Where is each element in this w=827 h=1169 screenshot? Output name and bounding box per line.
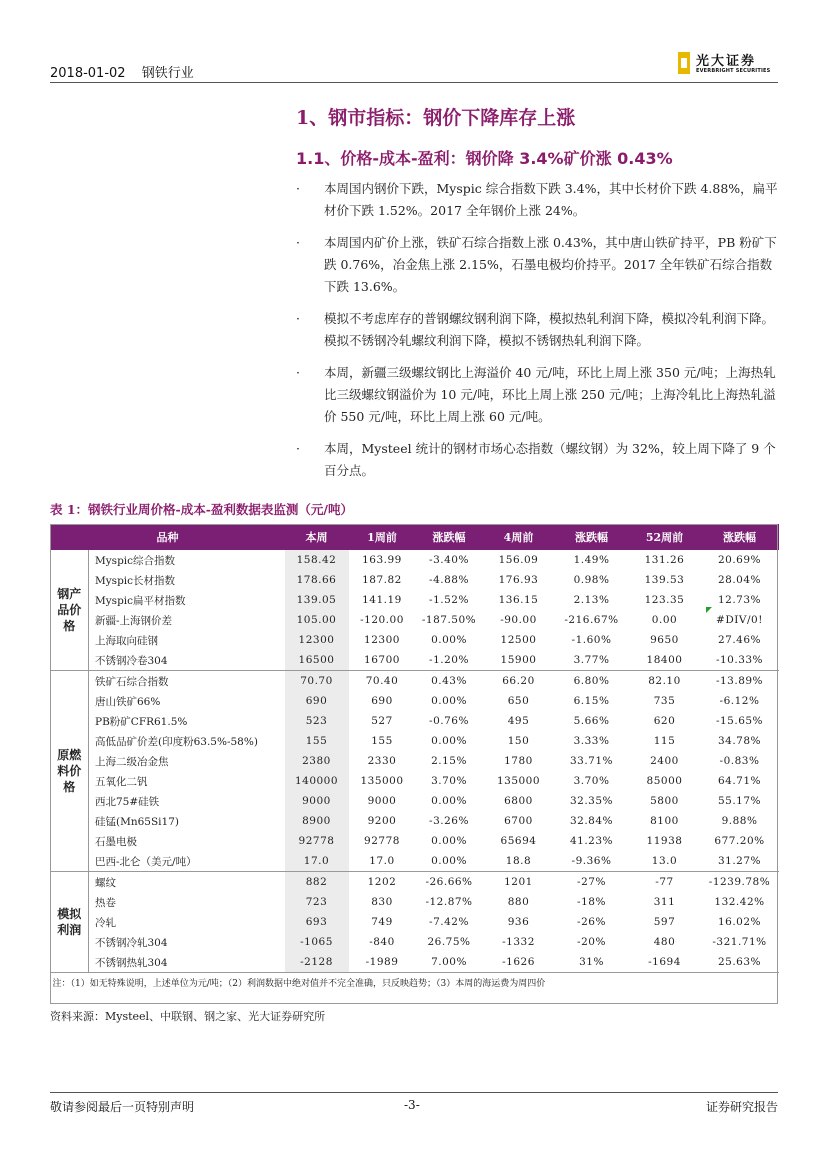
table-cell: 15900 xyxy=(500,654,537,666)
bullet-item xyxy=(296,308,778,352)
table-cell: -15.65% xyxy=(715,715,764,727)
table-cell: 140000 xyxy=(285,771,349,791)
header-meta xyxy=(50,62,206,81)
table-cell: 2400 xyxy=(650,755,679,767)
table-cell: 2330 xyxy=(367,755,397,767)
col-header: 品种 xyxy=(51,525,285,550)
table-cell: 17.0 xyxy=(369,855,395,867)
table-cell: 0.98% xyxy=(573,574,610,586)
table-cell: 6.15% xyxy=(573,695,610,707)
bullet-list xyxy=(296,178,778,492)
table-cell: -840 xyxy=(369,936,395,948)
table-footnote: 注：（1）如无特殊说明，上述单位为元/吨；（2）利润数据中绝对值并不完全准确，只反映趋势；（3）本周的海运费为周四价 xyxy=(51,973,779,992)
table-cell: 32.35% xyxy=(569,795,614,807)
table-cell: 1202 xyxy=(349,872,416,893)
table-cell: 20.69% xyxy=(717,554,762,566)
table-cell: 677.20% xyxy=(714,835,765,847)
data-table xyxy=(50,524,779,991)
table-row xyxy=(51,630,779,650)
table-cell: -3.40% xyxy=(429,554,469,566)
table-cell: 3.33% xyxy=(573,735,610,747)
table-cell: -1332 xyxy=(502,936,535,948)
table-cell: 1201 xyxy=(483,872,555,893)
row-label: PB粉矿CFR61.5% xyxy=(95,715,188,728)
table-row xyxy=(51,932,779,952)
bullet-item xyxy=(296,178,778,222)
bullet-dot-icon: · xyxy=(296,365,300,380)
table-cell: 0.00% xyxy=(431,695,467,707)
table-cell: 16.02% xyxy=(717,916,762,928)
table-cell: -77 xyxy=(629,872,701,893)
table-cell: -1.20% xyxy=(429,654,469,666)
group-label: 模拟利润 xyxy=(51,872,89,973)
bullet-item xyxy=(296,362,778,428)
table-cell: 12.73% xyxy=(717,594,762,606)
table-cell: 650 xyxy=(507,695,530,707)
table-cell: -1.60% xyxy=(571,634,612,646)
company-logo xyxy=(678,50,778,80)
header-divider xyxy=(50,82,778,83)
table-cell: 5800 xyxy=(650,795,679,807)
table-row xyxy=(51,952,779,973)
table-cell: 527 xyxy=(371,715,393,727)
row-label: 不锈钢冷轧304 xyxy=(95,936,168,949)
table-cell: 693 xyxy=(285,912,349,932)
table-row xyxy=(51,872,779,893)
table-cell: 8100 xyxy=(650,815,679,827)
source-note: 资料来源：Mysteel、中联钢、钢之家、光大证券研究所 xyxy=(50,1010,326,1023)
table-cell: -1989 xyxy=(365,956,399,968)
table-cell: 16500 xyxy=(285,650,349,671)
bullet-dot-icon: · xyxy=(296,441,300,456)
table-cell: 187.82 xyxy=(362,574,402,586)
table-cell: 0.00% xyxy=(431,634,467,646)
row-label: 硅锰(Mn65Si17) xyxy=(95,815,179,828)
table-row xyxy=(51,650,779,671)
row-label: 不锈钢热轧304 xyxy=(95,956,168,969)
row-label: 上海二级冶金焦 xyxy=(95,755,169,768)
table-cell: 7.00% xyxy=(431,956,467,968)
logo-icon xyxy=(678,52,690,74)
table-cell: -26% xyxy=(577,916,606,928)
table-cell: 3.70% xyxy=(573,775,610,787)
table-cell: 28.04% xyxy=(717,574,762,586)
table-row xyxy=(51,570,779,590)
bullet-text: 模拟不考虑库存的普钢螺纹钢利润下降，模拟热轧利润下降，模拟冷轧利润下降。模拟不锈钢冷轧螺纹利润下降，模拟不锈钢热轧利润下降。 xyxy=(324,311,775,348)
col-header: 本周 xyxy=(285,525,349,550)
row-label: 巴西-北仑（美元/吨） xyxy=(95,855,197,868)
table-cell: 2380 xyxy=(285,751,349,771)
table-cell: 9000 xyxy=(285,791,349,811)
table-cell: 136.15 xyxy=(498,594,539,606)
table-cell: 6.80% xyxy=(555,671,629,692)
table-cell: 597 xyxy=(653,916,676,928)
table-cell: 131.26 xyxy=(644,554,685,566)
table-row xyxy=(51,831,779,851)
col-header: 52周前 xyxy=(629,525,701,550)
table-cell: 12300 xyxy=(285,630,349,650)
table-cell: 16700 xyxy=(364,654,400,666)
table-cell: -18% xyxy=(577,896,606,908)
table-cell: 480 xyxy=(653,936,676,948)
table-cell: 150 xyxy=(507,735,530,747)
table-cell: 3.77% xyxy=(573,654,610,666)
row-label: 西北75#硅铁 xyxy=(95,795,160,808)
table-cell: 5.66% xyxy=(573,715,610,727)
table-cell: -4.88% xyxy=(429,574,469,586)
table-cell: #DIV/0! xyxy=(716,614,763,626)
bullet-text: 本周，新疆三级螺纹钢比上海溢价 40 元/吨，环比上周上涨 350 元/吨；上海热轧比三级螺纹钢溢价为 10 元/吨，环比上周上涨 250 元/吨；上海冷轧比上海热轧溢价 550 元/吨，环比上周上涨 60 元/吨。 xyxy=(324,365,776,424)
row-label: Myspic长材指数 xyxy=(95,574,176,587)
table-row xyxy=(51,851,779,872)
table-cell: 0.00% xyxy=(431,735,467,747)
table-row xyxy=(51,610,779,630)
table-cell: 41.23% xyxy=(569,835,614,847)
table-cell: 311 xyxy=(653,896,676,908)
table-cell: -9.36% xyxy=(571,855,612,867)
table-cell: 6800 xyxy=(504,795,533,807)
table-cell: 26.75% xyxy=(427,936,471,948)
table-row xyxy=(51,892,779,912)
table-cell: 936 xyxy=(507,916,530,928)
table-cell: 1780 xyxy=(504,755,533,767)
table-cell: 139.05 xyxy=(285,590,349,610)
table-cell: 123.35 xyxy=(644,594,685,606)
table-note-row xyxy=(51,973,779,992)
table-cell: 495 xyxy=(507,715,530,727)
table-cell: 32.84% xyxy=(569,815,614,827)
table-cell: -3.26% xyxy=(429,815,469,827)
table-cell: 141.19 xyxy=(362,594,402,606)
table-cell: 18.8 xyxy=(505,855,532,867)
table-cell: -120.00 xyxy=(360,614,404,626)
bullet-text: 本周，Mysteel 统计的钢材市场心态指数（螺纹钢）为 32%，较上周下降了 9 个百分点。 xyxy=(324,441,776,478)
table-cell: 9.88% xyxy=(721,815,758,827)
table-cell: 2.13% xyxy=(573,594,610,606)
table-body xyxy=(51,550,779,992)
table-cell: 12300 xyxy=(364,634,400,646)
table-header-row xyxy=(51,525,779,550)
table-row xyxy=(51,791,779,811)
row-label: 冷轧 xyxy=(95,916,116,929)
table-cell: -1694 xyxy=(648,956,681,968)
row-label: Myspic综合指数 xyxy=(95,554,176,567)
table-cell: -7.42% xyxy=(429,916,469,928)
table-cell: 25.63% xyxy=(717,956,762,968)
bullet-item xyxy=(296,232,778,298)
table-cell: 11938 xyxy=(646,835,683,847)
table-cell: 163.99 xyxy=(362,554,402,566)
col-header: 1周前 xyxy=(349,525,416,550)
table-cell: 523 xyxy=(285,711,349,731)
logo-text-cn: 光大证券 xyxy=(696,54,757,69)
group-label: 原燃料价格 xyxy=(51,671,89,872)
table-cell: 0.00 xyxy=(651,614,678,626)
table-row xyxy=(51,711,779,731)
table-cell: 8900 xyxy=(285,811,349,831)
table-cell: 0.00% xyxy=(431,795,467,807)
table-cell: 880 xyxy=(507,896,530,908)
table-cell: 34.78% xyxy=(717,735,762,747)
table-cell: 65694 xyxy=(500,835,537,847)
table-cell: 735 xyxy=(653,695,676,707)
table-cell: 723 xyxy=(285,892,349,912)
table-cell: -1065 xyxy=(285,932,349,952)
table-row xyxy=(51,550,779,571)
table-row xyxy=(51,811,779,831)
table-cell: 690 xyxy=(285,691,349,711)
table-cell: 70.70 xyxy=(285,671,349,692)
bullet-text: 本周国内矿价上涨，铁矿石综合指数上涨 0.43%，其中唐山铁矿持平，PB 粉矿下跌 0.76%，冶金焦上涨 2.15%，石墨电极均价持平。2017 全年铁矿石综合指数下跌 13.6%。 xyxy=(324,235,777,294)
table-cell: 158.42 xyxy=(285,550,349,571)
table-cell: 115 xyxy=(653,735,676,747)
table-cell: -6.12% xyxy=(719,695,760,707)
section-title: 1、钢市指标：钢价下降库存上涨 xyxy=(296,107,576,129)
table-cell: -0.83% xyxy=(719,755,760,767)
table-cell: 176.93 xyxy=(498,574,539,586)
table-cell: -12.87% xyxy=(425,896,473,908)
footer-divider xyxy=(50,1092,778,1093)
subsection-title: 1.1、价格-成本-盈利：钢价降 3.4%矿价涨 0.43% xyxy=(296,149,673,168)
table-cell: 690 xyxy=(371,695,393,707)
table-cell: 132.42% xyxy=(714,896,765,908)
table-cell: 64.71% xyxy=(717,775,762,787)
table-cell: 12500 xyxy=(500,634,537,646)
col-header: 涨跌幅 xyxy=(555,525,629,550)
page-header xyxy=(50,54,778,82)
table-cell: 2.15% xyxy=(431,755,467,767)
col-header: 涨跌幅 xyxy=(701,525,779,550)
table-cell: 0.00% xyxy=(431,835,467,847)
table-cell: -13.89% xyxy=(701,671,779,692)
row-label: 不锈钢冷卷304 xyxy=(95,654,168,667)
table-cell: 1.49% xyxy=(573,554,610,566)
table-cell: -2128 xyxy=(285,952,349,973)
bullet-dot-icon: · xyxy=(296,311,300,326)
table-cell: 156.09 xyxy=(498,554,539,566)
table-cell: 31% xyxy=(579,956,604,968)
row-label: 热卷 xyxy=(95,896,116,909)
row-label: 新疆-上海钢价差 xyxy=(95,614,173,627)
table-title: 表 1：钢铁行业周价格-成本-盈利数据表监测（元/吨） xyxy=(50,502,353,517)
table-cell: 178.66 xyxy=(285,570,349,590)
col-header: 涨跌幅 xyxy=(416,525,483,550)
table-row xyxy=(51,751,779,771)
row-label: 铁矿石综合指数 xyxy=(89,671,285,692)
table-cell: 82.10 xyxy=(629,671,701,692)
table-cell: -216.67% xyxy=(564,614,619,626)
table-cell: 27.46% xyxy=(717,634,762,646)
row-label: 高低品矿价差(印度粉63.5%-58%) xyxy=(95,735,258,748)
table-cell: 85000 xyxy=(646,775,683,787)
table-cell: 9000 xyxy=(367,795,397,807)
row-label: Myspic扁平材指数 xyxy=(95,594,186,607)
row-label: 五氧化二钒 xyxy=(95,775,148,788)
table-cell: 55.17% xyxy=(717,795,762,807)
table-row xyxy=(51,590,779,610)
row-label: 石墨电极 xyxy=(95,835,137,848)
table-cell: -27% xyxy=(555,872,629,893)
row-label: 唐山铁矿66% xyxy=(95,695,161,708)
table-cell: 17.0 xyxy=(285,851,349,872)
table-cell: -10.33% xyxy=(715,654,764,666)
table-cell: 135000 xyxy=(496,775,541,787)
table-cell: 92778 xyxy=(364,835,400,847)
table-cell: 155 xyxy=(285,731,349,751)
table-cell: 92778 xyxy=(285,831,349,851)
table-row xyxy=(51,912,779,932)
error-flag-icon xyxy=(706,607,712,613)
table-cell: -90.00 xyxy=(500,614,537,626)
table-cell: 0.00% xyxy=(431,855,467,867)
table-row xyxy=(51,731,779,751)
table-cell: 749 xyxy=(371,916,393,928)
table-row xyxy=(51,771,779,791)
table-cell: 3.70% xyxy=(431,775,467,787)
table-cell: 882 xyxy=(285,872,349,893)
table-cell: 31.27% xyxy=(717,855,762,867)
table-cell: 66.20 xyxy=(483,671,555,692)
logo-text-en: EVERBRIGHT SECURITIES xyxy=(696,68,771,74)
table-cell: -0.76% xyxy=(429,715,469,727)
row-label: 上海取向硅钢 xyxy=(95,634,158,647)
table-cell: 70.40 xyxy=(349,671,416,692)
table-cell: 18400 xyxy=(646,654,683,666)
group-label: 钢产品价格 xyxy=(51,550,89,671)
table-cell: 9650 xyxy=(650,634,679,646)
table-cell: 135000 xyxy=(360,775,404,787)
bullet-dot-icon: · xyxy=(296,181,300,196)
table-cell: 105.00 xyxy=(285,610,349,630)
table-cell: -321.71% xyxy=(712,936,767,948)
table-cell: -187.50% xyxy=(421,614,477,626)
bullet-item xyxy=(296,438,778,482)
table-cell: 0.43% xyxy=(416,671,483,692)
footer-report-type: 证券研究报告 xyxy=(705,1100,778,1114)
report-date: 2018-01-02 xyxy=(50,66,126,81)
table-cell: 620 xyxy=(653,715,676,727)
table-cell: -1626 xyxy=(502,956,535,968)
table-cell: 33.71% xyxy=(569,755,614,767)
table-cell: -26.66% xyxy=(416,872,483,893)
table-cell: 9200 xyxy=(367,815,397,827)
table-cell: -20% xyxy=(577,936,606,948)
table-cell: -1239.78% xyxy=(701,872,779,893)
table-cell: 6700 xyxy=(504,815,533,827)
col-header: 4周前 xyxy=(483,525,555,550)
page-number: -3- xyxy=(404,1098,420,1112)
bullet-dot-icon: · xyxy=(296,235,300,250)
row-label: 螺纹 xyxy=(89,872,285,893)
table-cell: 830 xyxy=(371,896,393,908)
table-row xyxy=(51,671,779,692)
table-cell: 13.0 xyxy=(651,855,678,867)
bullet-text: 本周国内钢价下跌，Myspic 综合指数下跌 3.4%，其中长材价下跌 4.88%，扁平材价下跌 1.52%。2017 全年钢价上涨 24%。 xyxy=(324,181,778,218)
table-cell: 155 xyxy=(371,735,393,747)
table-cell: -1.52% xyxy=(429,594,469,606)
table-cell: 139.53 xyxy=(644,574,685,586)
footer-disclaimer: 敬请参阅最后一页特别声明 xyxy=(50,1100,195,1114)
table-row xyxy=(51,691,779,711)
industry-label: 钢铁行业 xyxy=(141,66,194,81)
